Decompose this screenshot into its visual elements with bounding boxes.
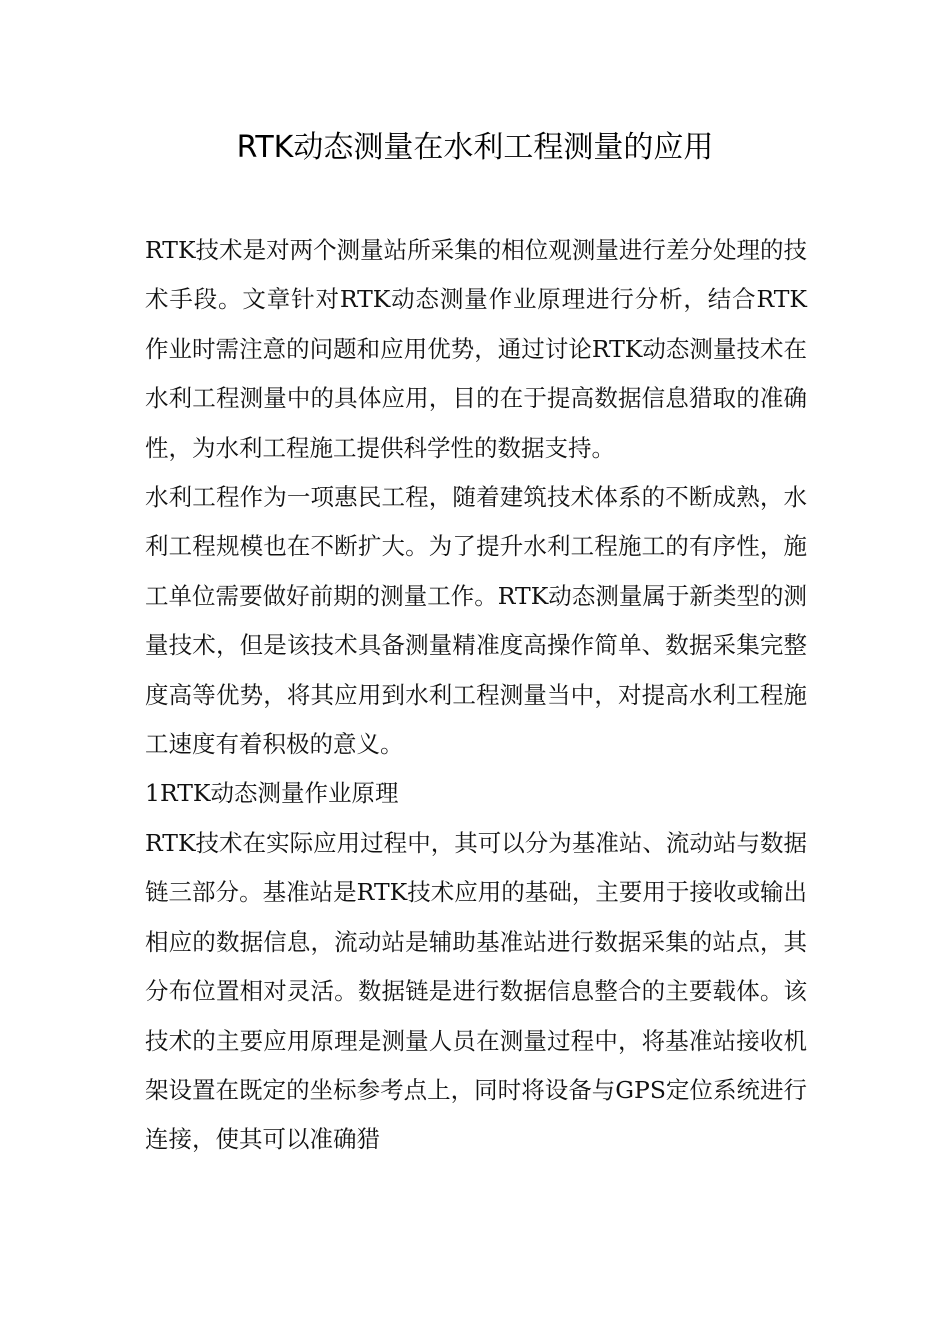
section-paragraph: RTK技术在实际应用过程中，其可以分为基准站、流动站与数据链三部分。基准站是RTK技术应用的基础，主要用于接收或输出相应的数据信息，流动站是辅助基准站进行数据采集的站点，其分布位置相对灵活。数据链是进行数据信息整合的主要载体。该技术的主要应用原理是测量人员在测量过程中，将基准站接收机架设置在既定的坐标参考点上，同时将设备与GPS定位系统进行连接，使其可以准确猎 <box>145 828 807 1154</box>
intro-paragraph: 水利工程作为一项惠民工程，随着建筑技术体系的不断成熟，水利工程规模也在不断扩大。为了提升水利工程施工的有序性，施工单位需要做好前期的测量工作。RTK动态测量属于新类型的测量技术，但是该技术具备测量精准度高操作简单、数据采集完整度高等优势，将其应用到水利工程测量当中，对提高水利工程施工速度有着积极的意义。 <box>145 483 807 759</box>
document-body <box>145 226 807 1165</box>
document-title: RTK动态测量在水利工程测量的应用 <box>236 130 714 165</box>
abstract-paragraph: RTK技术是对两个测量站所采集的相位观测量进行差分处理的技术手段。文章针对RTK动态测量作业原理进行分析，结合RTK作业时需注意的问题和应用优势，通过讨论RTK动态测量技术在水利工程测量中的具体应用，目的在于提高数据信息猎取的准确性，为水利工程施工提供科学性的数据支持。 <box>145 236 807 462</box>
section-heading: 1RTK动态测量作业原理 <box>145 779 399 808</box>
